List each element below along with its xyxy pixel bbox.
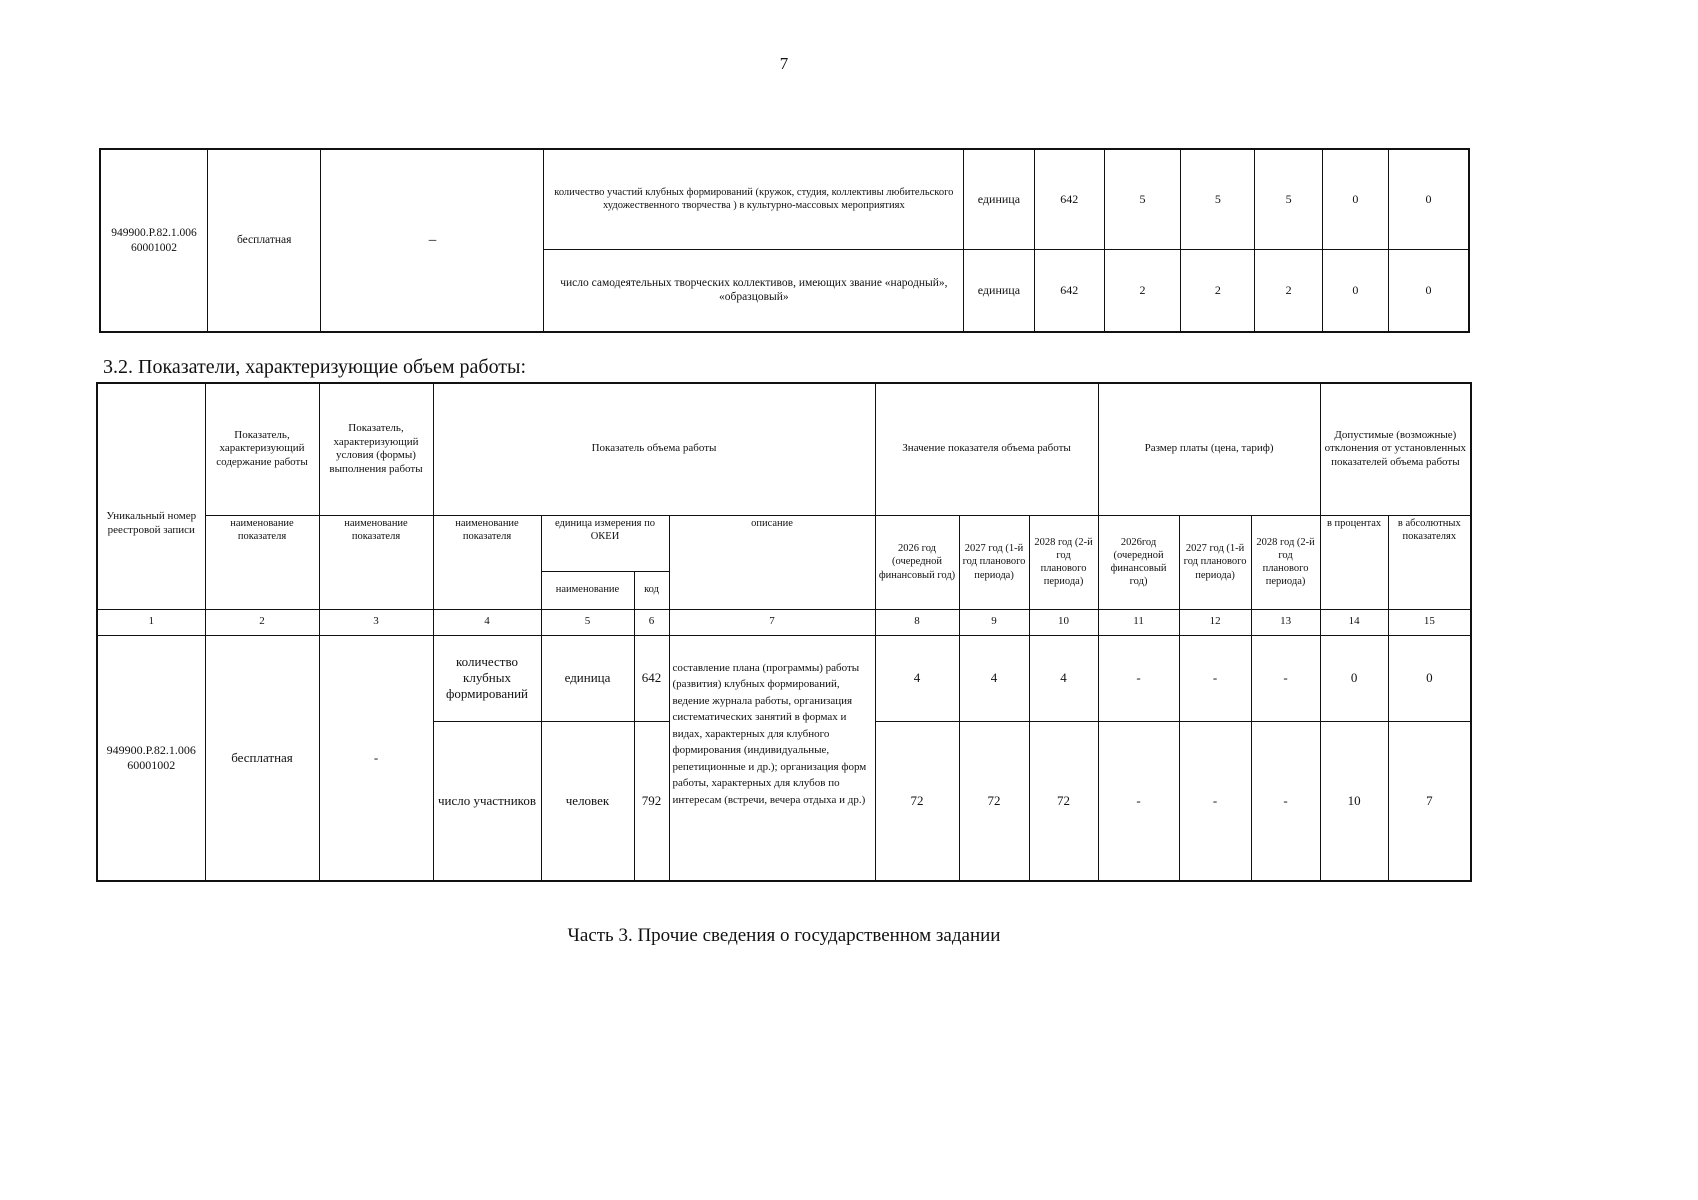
header-fee-2027: 2027 год (1-й год планового периода) bbox=[1179, 515, 1251, 609]
fee-2028-cell: - bbox=[1251, 721, 1320, 881]
deviation-percent-cell: 0 bbox=[1322, 149, 1388, 249]
header-row bbox=[97, 383, 1471, 515]
header-row bbox=[97, 515, 1471, 571]
header-okei-name: наименование bbox=[541, 571, 634, 609]
deviation-absolute-cell: 0 bbox=[1389, 149, 1469, 249]
value-2026-cell: 4 bbox=[875, 635, 959, 721]
value-2028-cell: 4 bbox=[1029, 635, 1098, 721]
table-row bbox=[100, 149, 1469, 249]
deviation-percent-cell: 0 bbox=[1320, 635, 1388, 721]
table-row bbox=[97, 635, 1471, 721]
header-fee-2026: 2026год (очередной финансовый год) bbox=[1098, 515, 1179, 609]
header-name-2: наименование показателя bbox=[205, 515, 319, 609]
page-number: 7 bbox=[779, 54, 789, 73]
column-number: 14 bbox=[1320, 609, 1388, 635]
column-number: 2 bbox=[205, 609, 319, 635]
column-number: 15 bbox=[1388, 609, 1471, 635]
header-value-2028: 2028 год (2-й год планового периода) bbox=[1029, 515, 1098, 609]
fee-2028-cell: - bbox=[1251, 635, 1320, 721]
fee-2027-cell: - bbox=[1179, 635, 1251, 721]
column-number: 3 bbox=[319, 609, 433, 635]
unit-cell: человек bbox=[541, 721, 634, 881]
code-cell: 642 bbox=[1034, 149, 1104, 249]
deviation-absolute-cell: 7 bbox=[1388, 721, 1471, 881]
part3-title: Часть 3. Прочие сведения о государственном задании bbox=[567, 925, 1001, 946]
value-2026-cell: 72 bbox=[875, 721, 959, 881]
deviation-absolute-cell: 0 bbox=[1389, 249, 1469, 332]
condition-cell: – bbox=[321, 149, 544, 332]
content-cell: бесплатная bbox=[205, 635, 319, 881]
indicator-name-cell: количество участий клубных формирований (кружок, студия, коллективы любительского художественного творчества ) в культурно-массовых мероприятиях bbox=[544, 149, 964, 249]
indicator-name-cell: количество клубных формирований bbox=[433, 635, 541, 721]
header-value: Значение показателя объема работы bbox=[875, 383, 1098, 515]
value-2027-cell: 4 bbox=[959, 635, 1029, 721]
deviation-absolute-cell: 0 bbox=[1388, 635, 1471, 721]
code-cell: 792 bbox=[634, 721, 669, 881]
indicator-name-cell: число самодеятельных творческих коллективов, имеющих звание «народный», «образцовый» bbox=[544, 249, 964, 332]
content-cell: бесплатная bbox=[207, 149, 320, 332]
code-cell: 642 bbox=[1034, 249, 1104, 332]
column-number: 12 bbox=[1179, 609, 1251, 635]
value-2026-cell: 5 bbox=[1104, 149, 1180, 249]
section-title: 3.2. Показатели, характеризующие объем работы: bbox=[103, 356, 527, 378]
description-cell: составление плана (программы) работы (развития) клубных формирований, ведение журнала работы, организация систематических занятий в формах и видах, характерных для клубного формирования (индивидуальные, репетиционные и др.); организация форм работы, характерных для клубов по интересам (встречи, вечера отдыха и др.) bbox=[669, 635, 875, 881]
header-description: описание bbox=[669, 515, 875, 609]
column-number-row bbox=[97, 609, 1471, 635]
value-2027-cell: 2 bbox=[1181, 249, 1255, 332]
column-number: 6 bbox=[634, 609, 669, 635]
header-absolute: в абсолютных показателях bbox=[1388, 515, 1471, 609]
column-number: 9 bbox=[959, 609, 1029, 635]
value-2026-cell: 2 bbox=[1104, 249, 1180, 332]
header-value-2026: 2026 год (очередной финансовый год) bbox=[875, 515, 959, 609]
record-number-cell: 949900.Р.82.1.006 60001002 bbox=[97, 635, 205, 881]
column-number: 13 bbox=[1251, 609, 1320, 635]
header-deviation: Допустимые (возможные) отклонения от установленных показателей объема работы bbox=[1320, 383, 1471, 515]
unit-cell: единица bbox=[964, 249, 1034, 332]
header-fee: Размер платы (цена, тариф) bbox=[1098, 383, 1320, 515]
column-number: 4 bbox=[433, 609, 541, 635]
deviation-percent-cell: 0 bbox=[1322, 249, 1388, 332]
unit-cell: единица bbox=[964, 149, 1034, 249]
header-okei-code: код bbox=[634, 571, 669, 609]
value-2028-cell: 72 bbox=[1029, 721, 1098, 881]
header-okei: единица измерения по ОКЕИ bbox=[541, 515, 669, 571]
column-number: 11 bbox=[1098, 609, 1179, 635]
column-number: 8 bbox=[875, 609, 959, 635]
header-unique-number: Уникальный номер реестровой записи bbox=[97, 383, 205, 609]
value-2027-cell: 72 bbox=[959, 721, 1029, 881]
condition-cell: - bbox=[319, 635, 433, 881]
code-cell: 642 bbox=[634, 635, 669, 721]
deviation-percent-cell: 10 bbox=[1320, 721, 1388, 881]
fee-2026-cell: - bbox=[1098, 721, 1179, 881]
header-value-2027: 2027 год (1-й год планового периода) bbox=[959, 515, 1029, 609]
record-number-cell: 949900.Р.82.1.006 60001002 bbox=[100, 149, 207, 332]
unit-cell: единица bbox=[541, 635, 634, 721]
header-fee-2028: 2028 год (2-й год планового периода) bbox=[1251, 515, 1320, 609]
column-number: 7 bbox=[669, 609, 875, 635]
fee-2027-cell: - bbox=[1179, 721, 1251, 881]
fee-2026-cell: - bbox=[1098, 635, 1179, 721]
column-number: 10 bbox=[1029, 609, 1098, 635]
column-number: 1 bbox=[97, 609, 205, 635]
header-name-4: наименование показателя bbox=[433, 515, 541, 609]
header-volume-indicator: Показатель объема работы bbox=[433, 383, 875, 515]
volume-indicators-table bbox=[96, 382, 1472, 882]
value-2028-cell: 5 bbox=[1255, 149, 1322, 249]
header-condition-indicator: Показатель, характеризующий условия (формы) выполнения работы bbox=[319, 383, 433, 515]
header-percent: в процентах bbox=[1320, 515, 1388, 609]
header-name-3: наименование показателя bbox=[319, 515, 433, 609]
quality-indicators-table bbox=[99, 148, 1470, 333]
column-number: 5 bbox=[541, 609, 634, 635]
indicator-name-cell: число участников bbox=[433, 721, 541, 881]
header-content-indicator: Показатель, характеризующий содержание работы bbox=[205, 383, 319, 515]
value-2028-cell: 2 bbox=[1255, 249, 1322, 332]
value-2027-cell: 5 bbox=[1181, 149, 1255, 249]
